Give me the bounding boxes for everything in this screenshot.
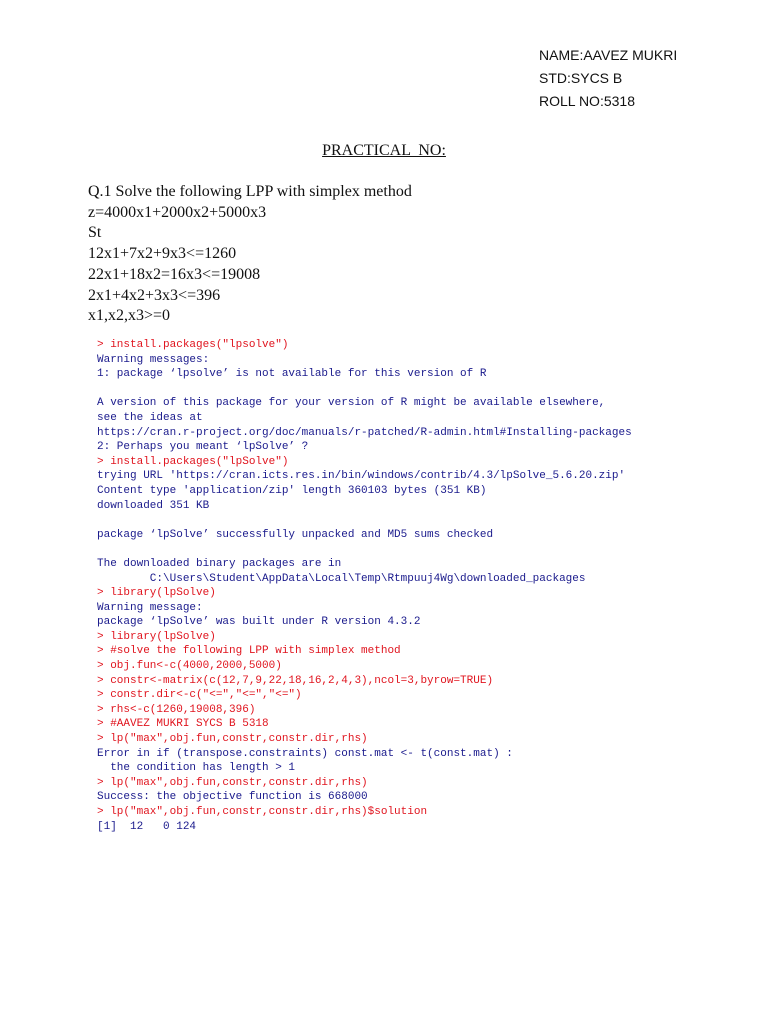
console-command-line: > library(lpSolve) <box>97 587 216 600</box>
problem-line: 2x1+4x2+3x3<=396 <box>88 286 221 304</box>
console-output-line: see the ideas at <box>97 411 203 424</box>
console-output-line <box>97 513 632 528</box>
problem-line: 22x1+18x2=16x3<=19008 <box>88 265 261 283</box>
console-command-line: > library(lpSolve) <box>97 630 216 643</box>
console-output-line: https://cran.r-project.org/doc/manuals/r-patched/R-admin.html#Installing-packages <box>97 426 632 439</box>
console-output-line: downloaded 351 KB <box>97 499 210 512</box>
console-command-line: > constr<-matrix(c(12,7,9,22,18,16,2,4,3),ncol=3,byrow=TRUE) <box>97 674 494 687</box>
console-output-line: the condition has length > 1 <box>97 762 296 775</box>
console-command-line: > #solve the following LPP with simplex method <box>97 645 401 658</box>
console-output-line <box>97 382 632 397</box>
console-command-line: > install.packages("lpsolve") <box>97 339 289 351</box>
problem-line: z=4000x1+2000x2+5000x3 <box>88 203 267 221</box>
console-command-line: > lp("max",obj.fun,constr,constr.dir,rhs) <box>97 733 368 746</box>
console-output-line: 2: Perhaps you meant ‘lpSolve’ ? <box>97 441 309 454</box>
student-class: STD:SYCS B <box>539 70 623 86</box>
student-roll-number: ROLL NO:5318 <box>539 93 635 109</box>
console-output-line: A version of this package for your version of R might be available elsewhere, <box>97 397 606 410</box>
console-output-line: trying URL 'https://cran.icts.res.in/bin/windows/contrib/4.3/lpSolve_5.6.20.zip' <box>97 470 626 483</box>
problem-line: 12x1+7x2+9x3<=1260 <box>88 245 237 263</box>
console-output-line: [1] 12 0 124 <box>97 820 197 833</box>
console-command-line: > lp("max",obj.fun,constr,constr.dir,rhs)$solution <box>97 806 428 818</box>
console-output-line: C:\Users\Student\AppData\Local\Temp\Rtmpuuj4Wg\downloaded_packages <box>97 572 586 585</box>
problem-line: x1,x2,x3>=0 <box>88 307 171 325</box>
console-output-line: package ‘lpSolve’ was built under R version 4.3.2 <box>97 616 421 629</box>
r-console-output <box>97 338 632 834</box>
problem-line: Q.1 Solve the following LPP with simplex method <box>88 183 412 200</box>
console-output-line <box>97 542 632 557</box>
console-output-line: Success: the objective function is 668000 <box>97 791 368 804</box>
console-output-line: package ‘lpSolve’ successfully unpacked and MD5 sums checked <box>97 528 494 541</box>
console-command-line: > #AAVEZ MUKRI SYCS B 5318 <box>97 718 269 731</box>
student-name: NAME:AAVEZ MUKRI <box>539 47 678 63</box>
console-output-line: Warning message: <box>97 601 203 614</box>
console-command-line: > rhs<-c(1260,19008,396) <box>97 703 256 716</box>
console-command-line: > install.packages("lpSolve") <box>97 455 289 468</box>
student-header <box>539 44 677 113</box>
console-output-line: Error in if (transpose.constraints) const.mat <- t(const.mat) : <box>97 747 513 760</box>
console-output-line: Content type 'application/zip' length 360103 bytes (351 KB) <box>97 484 487 497</box>
practical-title: PRACTICAL NO: <box>322 142 446 159</box>
console-output-line: Warning messages: <box>97 353 210 366</box>
console-command-line: > obj.fun<-c(4000,2000,5000) <box>97 660 282 673</box>
problem-line: St <box>88 224 102 242</box>
console-command-line: > constr.dir<-c("<=","<=","<=") <box>97 689 302 702</box>
console-output-line: 1: package ‘lpsolve’ is not available for this version of R <box>97 368 487 381</box>
console-command-line: > lp("max",obj.fun,constr,constr.dir,rhs) <box>97 776 368 789</box>
problem-statement <box>88 182 412 327</box>
console-output-line: The downloaded binary packages are in <box>97 557 342 570</box>
